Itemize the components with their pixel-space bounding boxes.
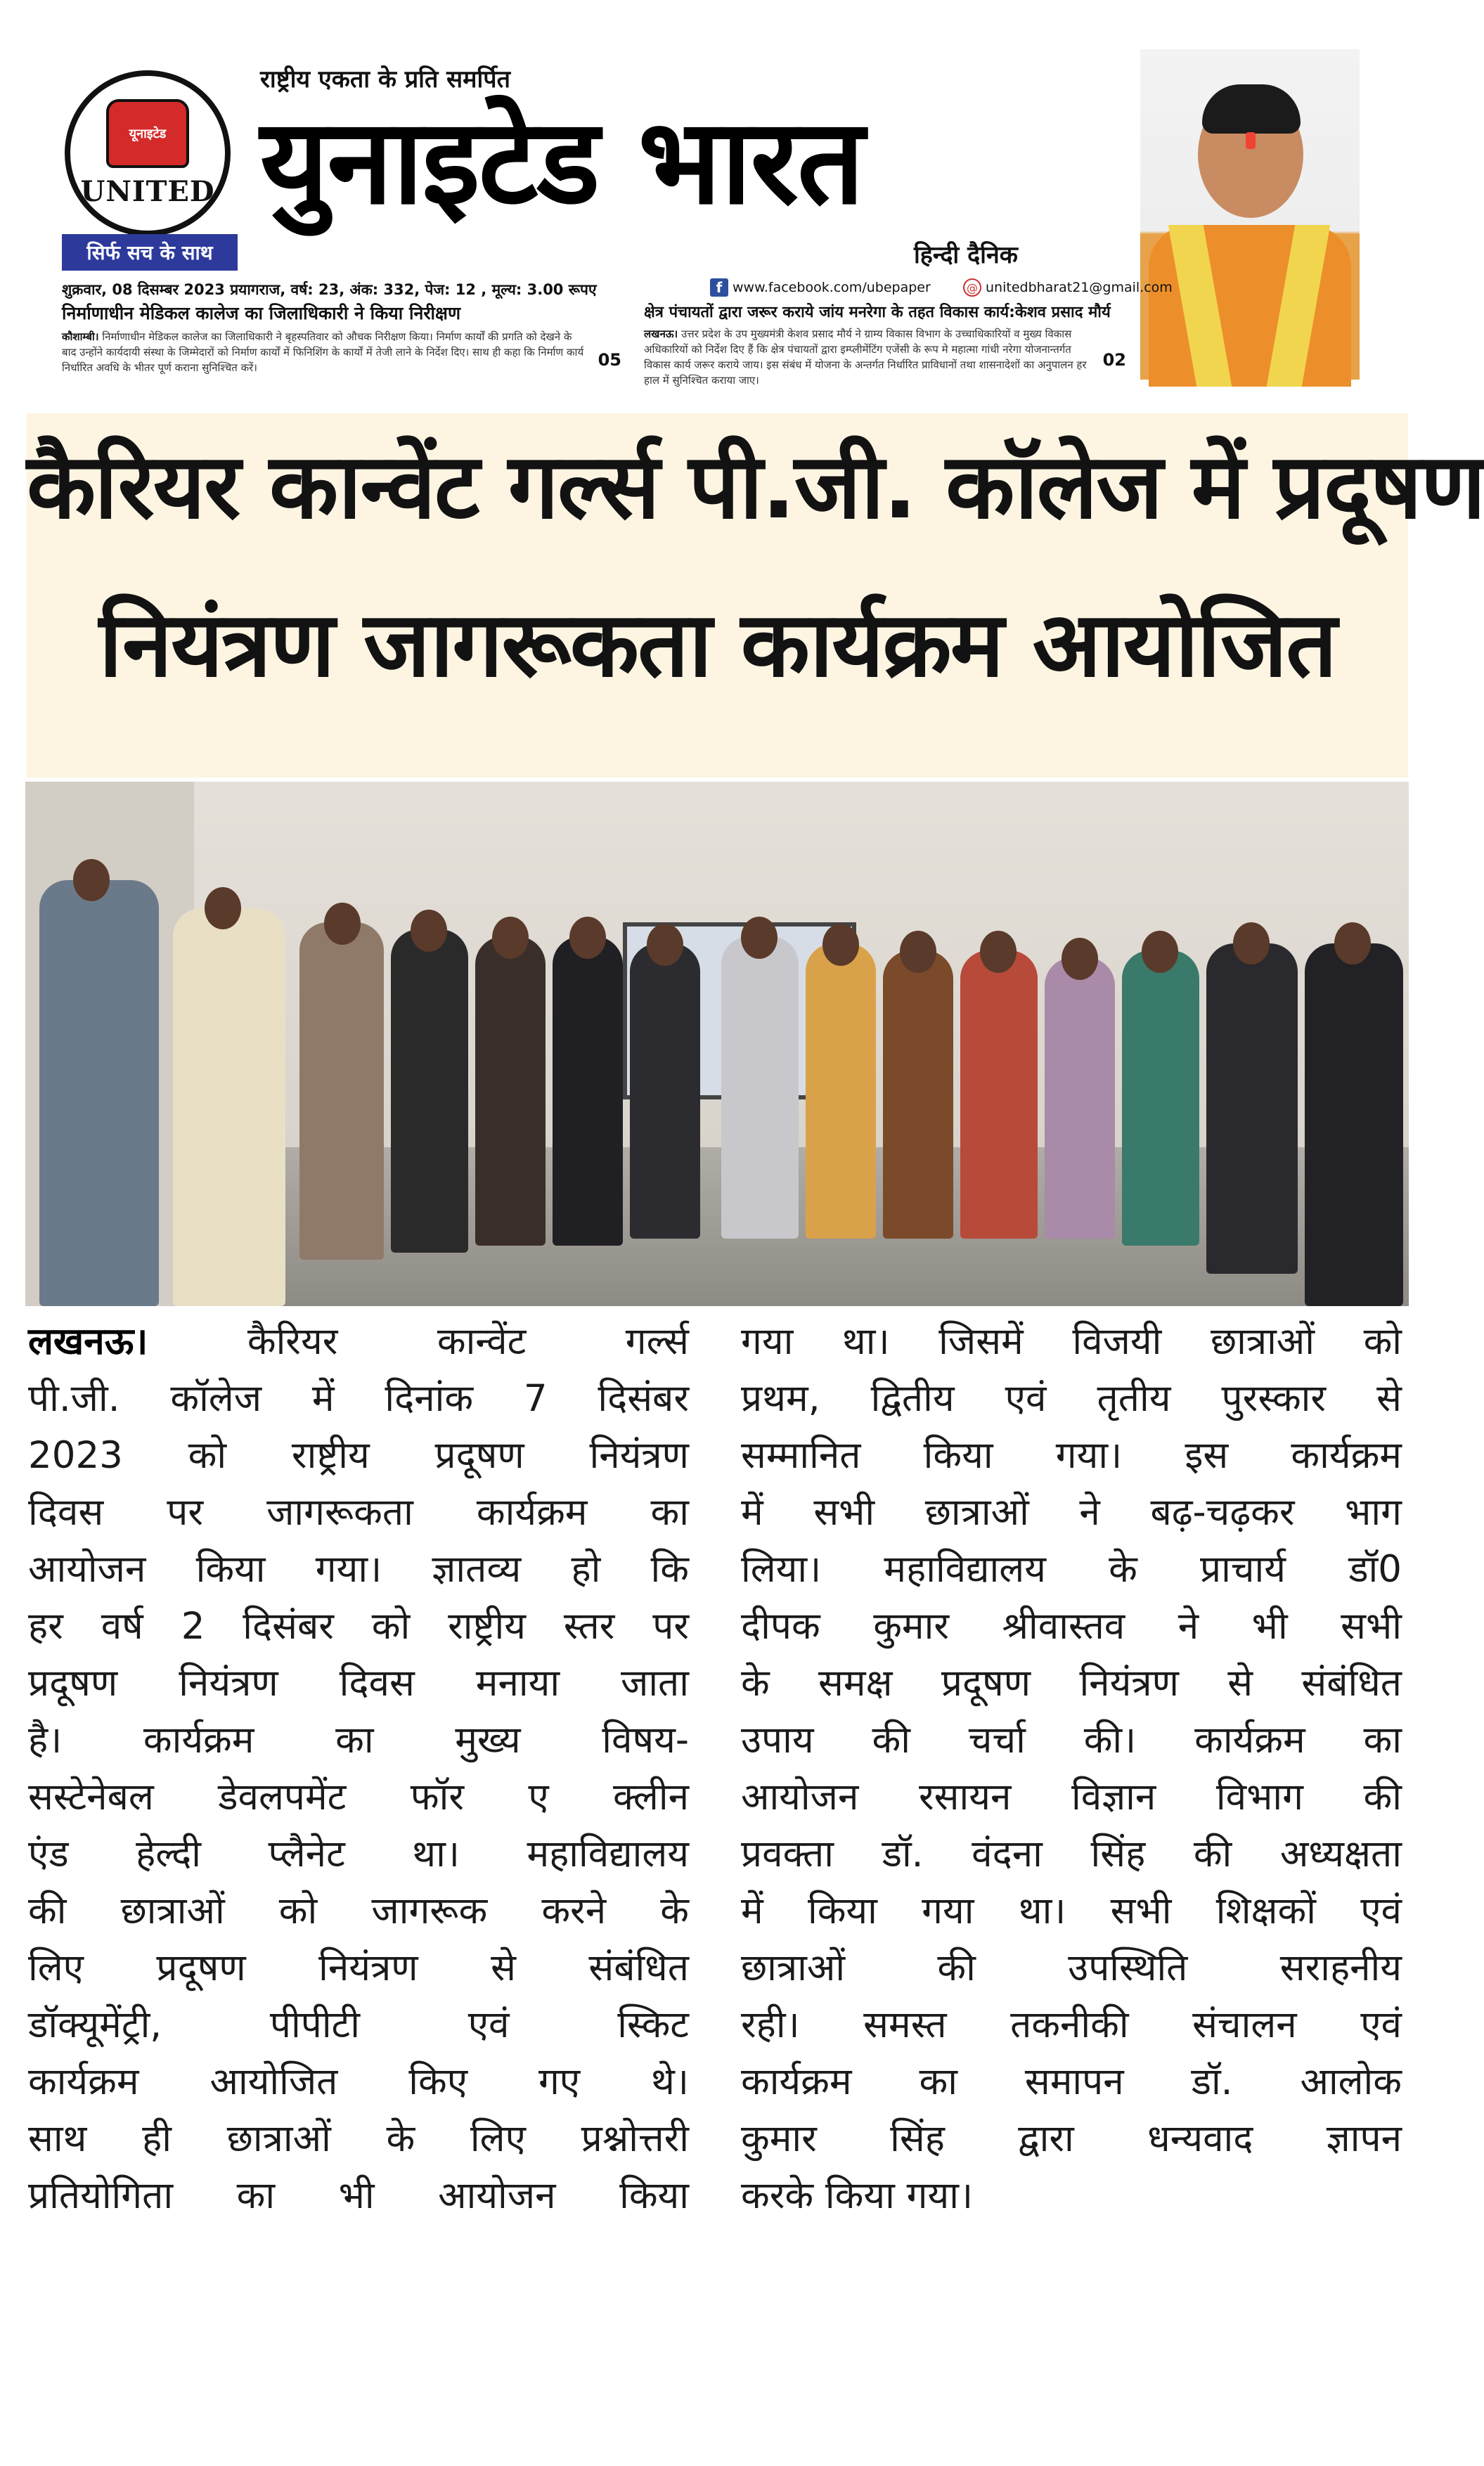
newspaper-title: युनाइटेड भारत bbox=[260, 93, 863, 231]
body-line: 2023 को राष्ट्रीय प्रदूषण नियंत्रण bbox=[28, 1434, 689, 1477]
teaser-place: लखनऊ। bbox=[644, 328, 678, 340]
body-line: पी.जी. कॉलेज में दिनांक 7 दिसंबर bbox=[28, 1377, 689, 1420]
body-line: प्रथम, द्वितीय एवं तृतीय पुरस्कार से bbox=[741, 1377, 1402, 1420]
event-photo bbox=[25, 782, 1409, 1306]
body-line: प्रवक्ता डॉ. वंदना सिंह की अध्यक्षता bbox=[741, 1833, 1402, 1876]
teaser-body bbox=[62, 329, 624, 375]
body-line: की छात्राओं को जागरूक करने के bbox=[28, 1890, 689, 1932]
body-line: कार्यक्रम आयोजित किए गए थे। bbox=[28, 2060, 689, 2103]
tagline: राष्ट्रीय एकता के प्रति समर्पित bbox=[260, 65, 510, 93]
body-line: लिए प्रदूषण नियंत्रण से संबंधित bbox=[28, 1947, 689, 1989]
issue-info: शुक्रवार, 08 दिसम्बर 2023 प्रयागराज, वर्ष: 23, अंक: 332, पेज: 12 , मूल्य: 3.00 रूपए bbox=[62, 281, 597, 298]
email-icon: @ bbox=[963, 278, 981, 297]
teaser-headline[interactable]: निर्माणाधीन मेडिकल कालेज का जिलाधिकारी ने किया निरीक्षण bbox=[62, 303, 461, 323]
teaser-left[interactable] bbox=[62, 301, 624, 380]
article-column-2 bbox=[741, 1313, 1402, 2224]
body-line: लखनऊ। कैरियर कान्वेंट गर्ल्स bbox=[28, 1320, 689, 1363]
hand-emblem-icon bbox=[106, 99, 189, 168]
body-line: प्रदूषण नियंत्रण दिवस मनाया जाता bbox=[28, 1662, 689, 1705]
teaser-headline[interactable]: क्षेत्र पंचायतों द्वारा जरूर कराये जांय मनरेगा के तहत विकास कार्य:केशव प्रसाद मौर्य bbox=[644, 304, 1111, 321]
body-line: है। कार्यक्रम का मुख्य विषय- bbox=[28, 1719, 689, 1762]
body-line: के समक्ष प्रदूषण नियंत्रण से संबंधित bbox=[741, 1662, 1402, 1705]
leader-portrait bbox=[1140, 49, 1360, 380]
teaser-page-number: 05 bbox=[598, 350, 621, 370]
facebook-link[interactable]: www.facebook.com/ubepaper bbox=[733, 280, 931, 295]
body-line: छात्राओं की उपस्थिति सराहनीय bbox=[741, 1947, 1402, 1989]
teaser-text: उत्तर प्रदेश के उप मुख्यमंत्री केशव प्रसाद मौर्य ने ग्राम्य विकास विभाग के उच्चाधिकारियों व मुख्य विकास अधिकारियों को निर्देश दिए हैं कि क्षेत्र पंचायतों द्वारा इम्प्लीमेंटिंग एजेंसी के रूप मे महात्मा गांधी नरेगा योजनान्तर्गत विकास कार्य जरूर कराये जाय। इस संबंध में योजना के अन्तर्गत निर्धारित प्राविधानों तथा शासनादेशों का अनुपालन हर हाल में सुनिश्चित कराया जाए। bbox=[644, 328, 1087, 387]
logo-top-text: यूनाइटेड bbox=[129, 126, 167, 141]
body-line: सस्टेनेबल डेवलपमेंट फॉर ए क्लीन bbox=[28, 1776, 689, 1819]
edition-label: हिन्दी दैनिक bbox=[914, 241, 1018, 269]
article-headline bbox=[27, 422, 1484, 710]
body-line: हर वर्ष 2 दिसंबर को राष्ट्रीय स्तर पर bbox=[28, 1605, 689, 1648]
body-line: आयोजन किया गया। ज्ञातव्य हो कि bbox=[28, 1548, 689, 1591]
email-link[interactable]: unitedbharat21@gmail.com bbox=[986, 280, 1173, 295]
body-line: प्रतियोगिता का भी आयोजन किया bbox=[28, 2174, 689, 2217]
body-line: लिया। महाविद्यालय के प्राचार्य डॉ0 bbox=[741, 1548, 1402, 1591]
teaser-place: कौशाम्बी। bbox=[62, 330, 99, 343]
slogan-badge: सिर्फ सच के साथ bbox=[62, 234, 238, 271]
body-line: कार्यक्रम का समापन डॉ. आलोक bbox=[741, 2060, 1402, 2103]
body-line: डॉक्यूमेंट्री, पीपीटी एवं स्किट bbox=[28, 2003, 689, 2046]
headline-line-2: नियंत्रण जागरूकता कार्यक्रम आयोजित bbox=[98, 593, 1336, 697]
body-line: एंड हेल्दी प्लैनेट था। महाविद्यालय bbox=[28, 1833, 689, 1876]
logo-text: UNITED bbox=[80, 174, 215, 208]
body-line: कुमार सिंह द्वारा धन्यवाद ज्ञापन bbox=[741, 2117, 1402, 2160]
body-line: दिवस पर जागरूकता कार्यक्रम का bbox=[28, 1491, 689, 1534]
body-line: साथ ही छात्राओं के लिए प्रश्नोत्तरी bbox=[28, 2117, 689, 2160]
body-line: करके किया गया। bbox=[741, 2174, 974, 2217]
united-logo bbox=[65, 70, 231, 236]
body-line: गया था। जिसमें विजयी छात्राओं को bbox=[741, 1320, 1402, 1363]
teaser-text: निर्माणाधीन मेडिकल कालेज का जिलाधिकारी ने बृहस्पतिवार को औचक निरीक्षण किया। निर्माण कार्यों की प्रगति को देखने के बाद उन्होंने कार्यदायी संस्था के जिम्मेदारों को निर्माण कार्यों में फिनिशिंग के कार्यों में तेजी लाने के निर्देश दिए। साथ ही कहा कि निर्माण कार्य निर्धारित अवधि के भीतर पूर्ण कराना सुनिश्चित करें। bbox=[62, 330, 584, 374]
body-line: आयोजन रसायन विज्ञान विभाग की bbox=[741, 1776, 1402, 1819]
teaser-page-number: 02 bbox=[1102, 350, 1126, 370]
body-line: उपाय की चर्चा की। कार्यक्रम का bbox=[741, 1719, 1402, 1762]
teaser-body bbox=[644, 326, 1129, 388]
dateline: लखनऊ। bbox=[28, 1320, 148, 1363]
body-line: दीपक कुमार श्रीवास्तव ने भी सभी bbox=[741, 1605, 1402, 1648]
facebook-icon: f bbox=[710, 278, 728, 297]
article-column-1 bbox=[28, 1313, 689, 2224]
teaser-right[interactable] bbox=[644, 301, 1129, 387]
headline-line-1: कैरियर कान्वेंट गर्ल्स पी.जी. कॉलेज में प्रदूषण bbox=[27, 434, 1484, 539]
body-line: रही। समस्त तकनीकी संचालन एवं bbox=[741, 2003, 1402, 2046]
body-line: में किया गया था। सभी शिक्षकों एवं bbox=[741, 1890, 1402, 1932]
body-line: में सभी छात्राओं ने बढ़-चढ़कर भाग bbox=[741, 1491, 1402, 1534]
body-line: सम्मानित किया गया। इस कार्यक्रम bbox=[741, 1434, 1402, 1477]
